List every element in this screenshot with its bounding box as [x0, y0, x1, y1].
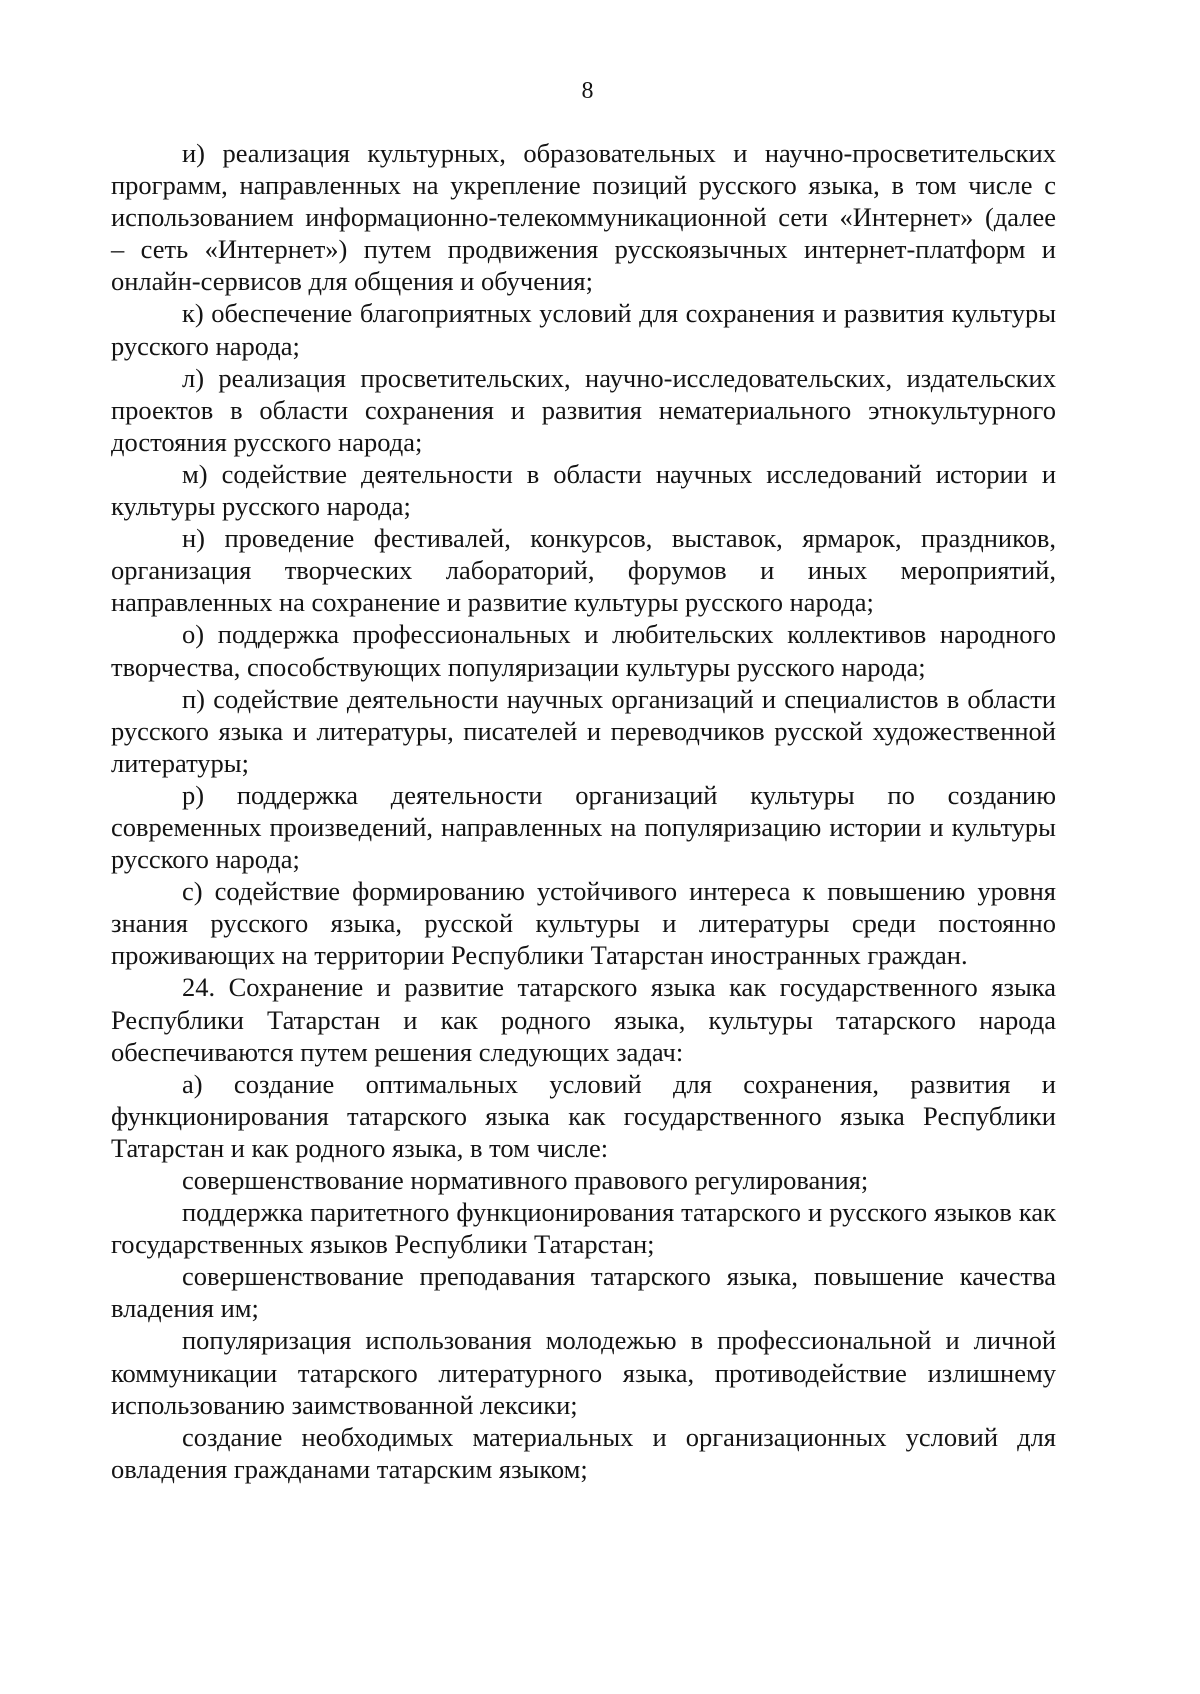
subitem-conditions: создание необходимых материальных и организационных условий для овладения гражданами татарским языком;: [111, 1421, 1056, 1484]
paragraph-k: к) обеспечение благоприятных условий для сохранения и развития культуры русского народа;: [111, 298, 1056, 361]
paragraph-n: н) проведение фестивалей, конкурсов, выставок, ярмарок, праздников, организация творческих лабораторий, форумов и иных мероприятий, направленных на сохранение и развитие культуры русского народа;: [111, 523, 1056, 618]
paragraph-l: л) реализация просветительских, научно-исследовательских, издательских проектов в области сохранения и развития нематериального этнокультурного достояния русского народа;: [111, 362, 1056, 457]
paragraph-i: и) реализация культурных, образовательных и научно-просветительских программ, направленных на укрепление позиций русского языка, в том числе с использованием информационно-телекоммуникационной сети «Интернет» (далее – сеть «Интернет») путем продвижения русскоязычных интернет-платформ и онлайн-сервисов для общения и обучения;: [111, 138, 1056, 297]
section-24-intro: 24. Сохранение и развитие татарского языка как государственного языка Республики Татарстан и как родного языка, культуры татарского народа обеспечиваются путем решения следующих задач:: [111, 972, 1056, 1067]
paragraph-s: с) содействие формированию устойчивого интереса к повышению уровня знания русского языка, русской культуры и литературы среди постоянно проживающих на территории Республики Татарстан иностранных граждан.: [111, 876, 1056, 971]
subitem-regulation: совершенствование нормативного правового регулирования;: [182, 1165, 869, 1195]
paragraph-p: п) содействие деятельности научных организаций и специалистов в области русского языка и литературы, писателей и переводчиков русской художественной литературы;: [111, 683, 1056, 778]
paragraph-r: р) поддержка деятельности организаций культуры по созданию современных произведений, направленных на популяризацию истории и культуры русского народа;: [111, 779, 1056, 875]
paragraph-a: а) создание оптимальных условий для сохранения, развития и функционирования татарского языка как государственного языка Республики Татарстан и как родного языка, в том числе:: [111, 1068, 1056, 1163]
paragraph-o: о) поддержка профессиональных и любительских коллективов народного творчества, способствующих популяризации культуры русского народа;: [111, 619, 1056, 682]
page-number: 8: [581, 78, 594, 104]
document-body: [111, 137, 1056, 1485]
paragraph-m: м) содействие деятельности в области научных исследований истории и культуры русского народа;: [111, 458, 1056, 522]
subitem-popularization: популяризация использования молодежью в профессиональной и личной коммуникации татарского литературного языка, противодействие излишнему использованию заимствованной лексики;: [111, 1325, 1056, 1420]
subitem-parity: поддержка паритетного функционирования татарского и русского языков как государственных языков Республики Татарстан;: [111, 1197, 1056, 1260]
subitem-teaching: совершенствование преподавания татарского языка, повышение качества владения им;: [111, 1261, 1056, 1324]
